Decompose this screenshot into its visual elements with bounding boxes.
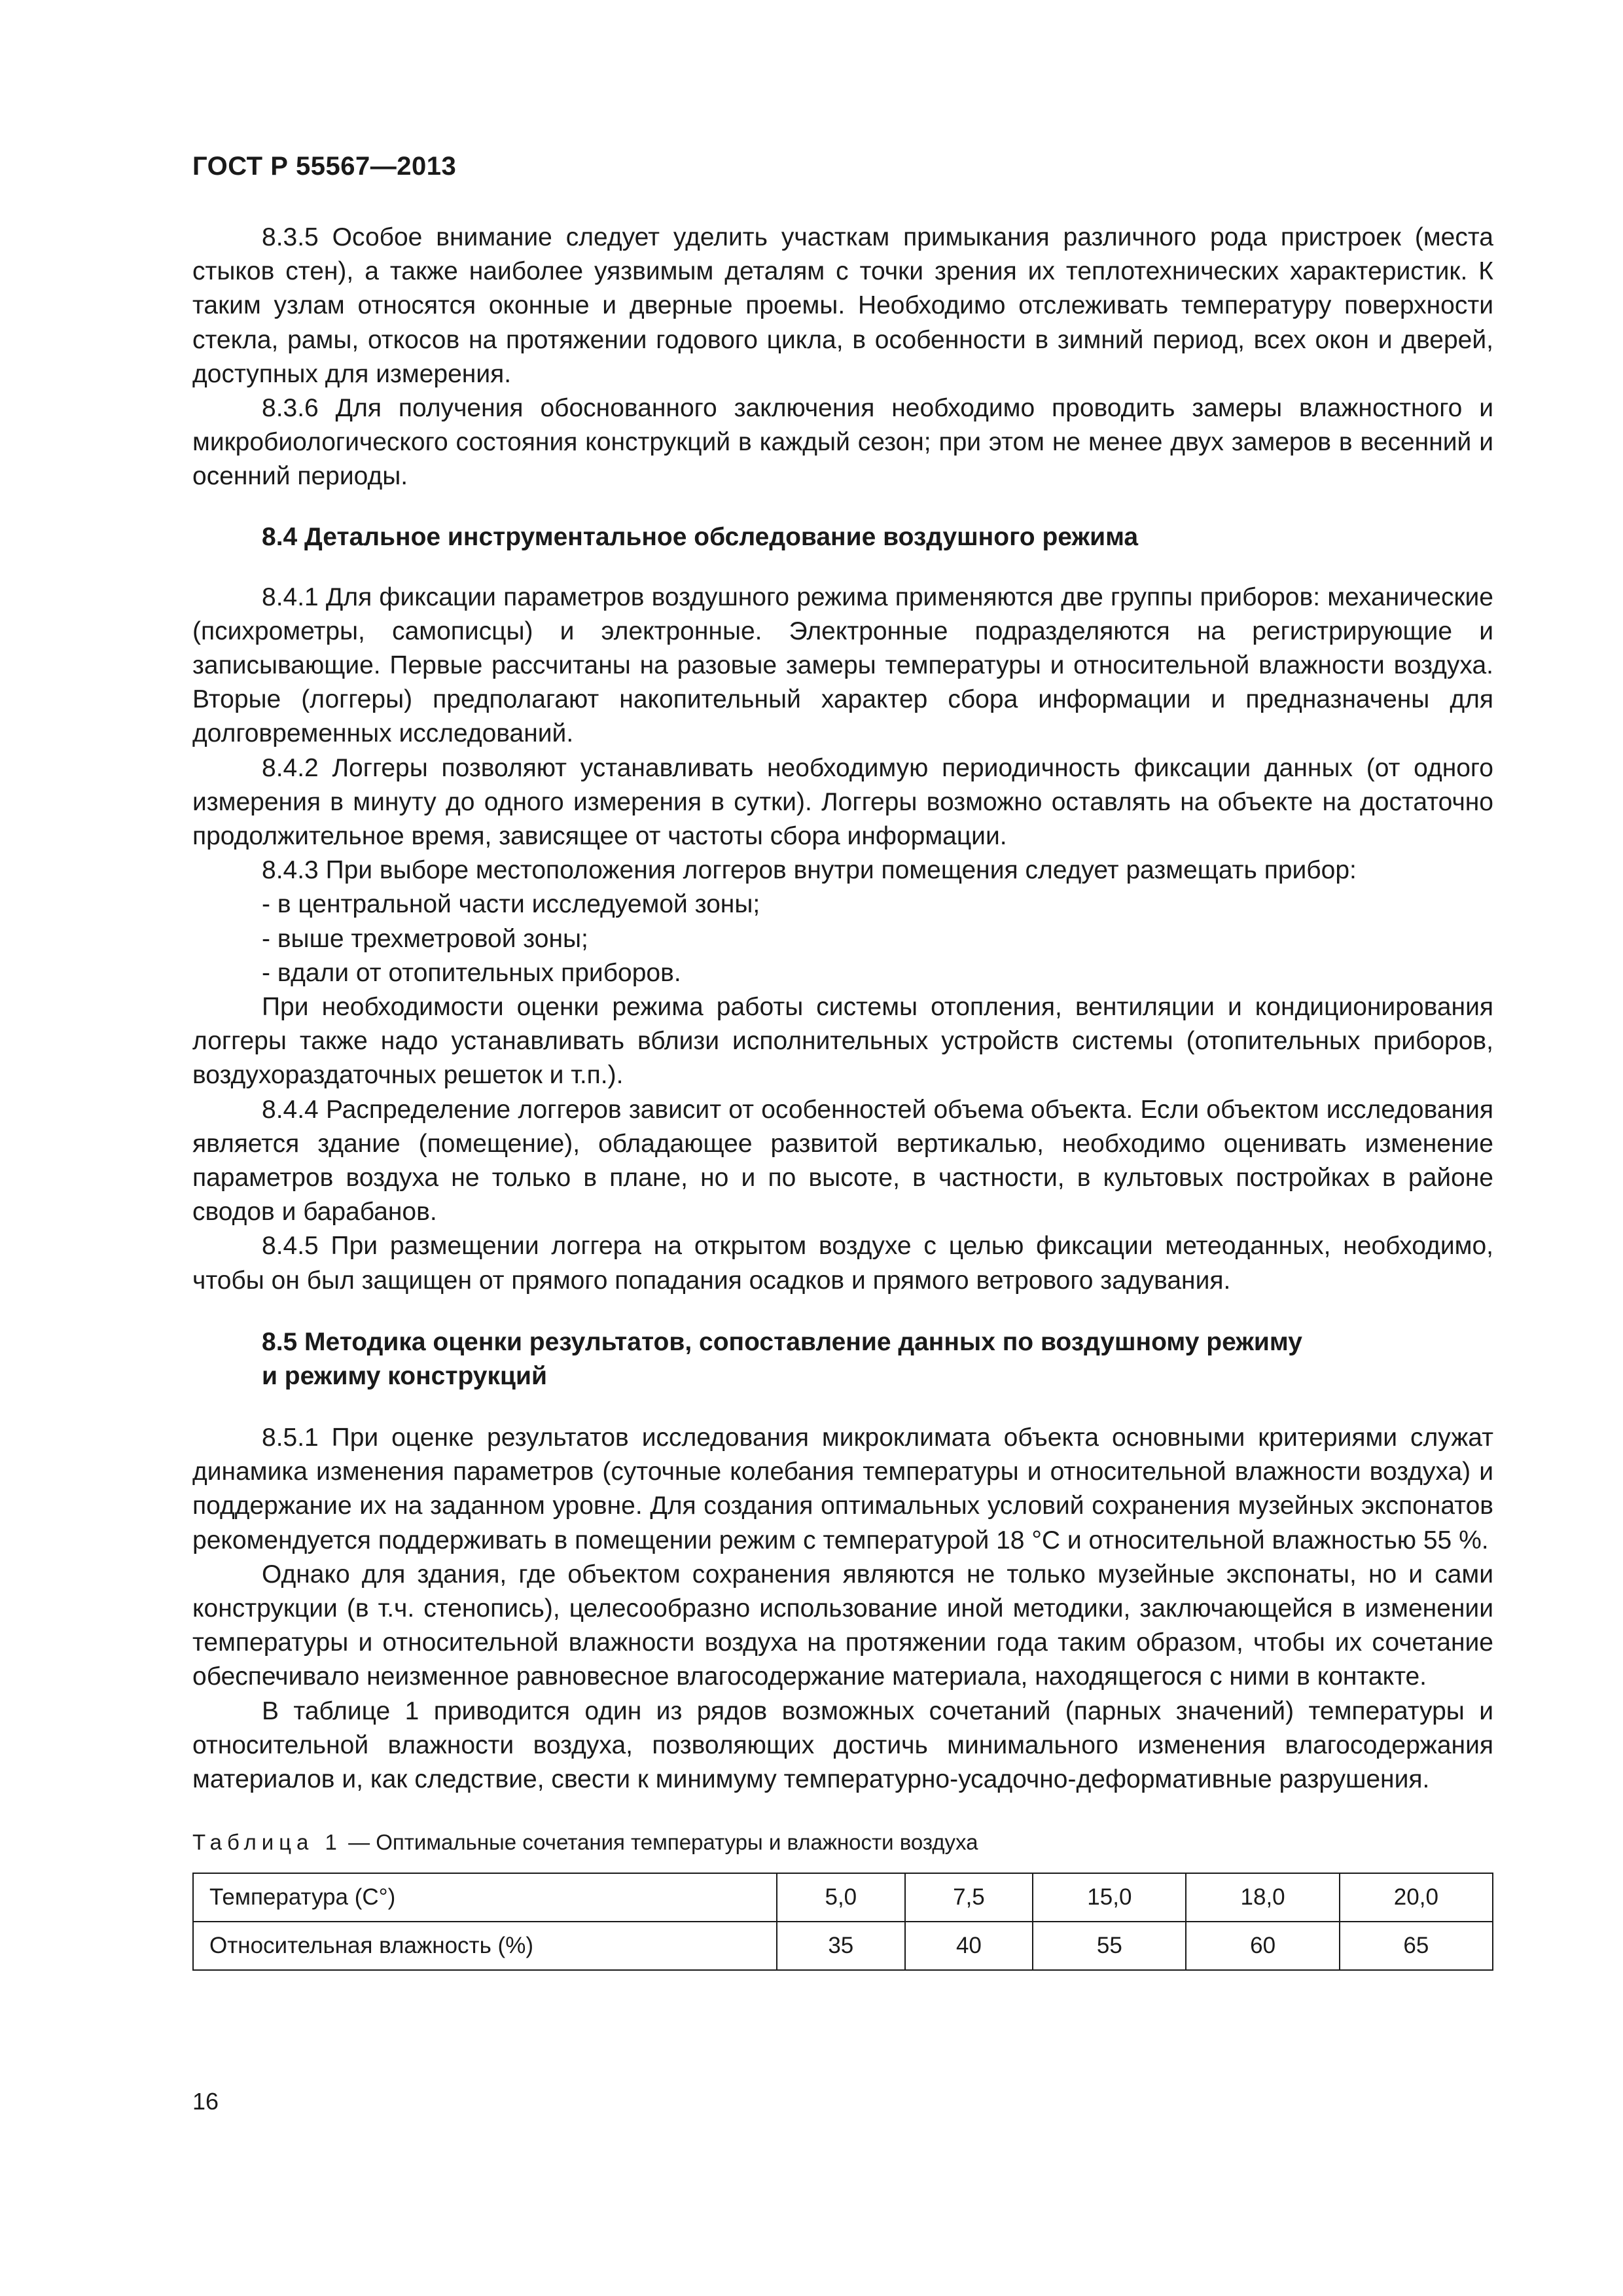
page-number: 16: [192, 2088, 219, 2115]
table-row-label: Температура (С°): [193, 1873, 777, 1922]
list-item: - выше трехметровой зоны;: [262, 924, 588, 953]
table-caption: [192, 1828, 1493, 1857]
table-cell: 55: [1033, 1922, 1186, 1970]
table-cell: 65: [1340, 1922, 1493, 1970]
paragraph-8-3-6: 8.3.6 Для получения обоснованного заключения необходимо проводить замеры влажностного и микробиологического состояния конструкций в каждый сезон; при этом не менее двух замеров в весенний и осенний периоды.: [192, 394, 1493, 491]
table-cell: 5,0: [777, 1873, 905, 1922]
table-row-label: Относительная влажность (%): [193, 1922, 777, 1970]
table-cell: 18,0: [1186, 1873, 1339, 1922]
paragraph-8-4-1: 8.4.1 Для фиксации параметров воздушного режима применяются две группы приборов: механические (психрометры, самописцы) и электронные. Электронные подразделяются на регистрирующие и записывающие. Первые рассчитаны на разовые замеры температуры и относительной влажности воздуха. Вторые (логгеры) предполагают накопительный характер сбора информации и предназначены для долговременных исследований.: [192, 583, 1493, 748]
list-item: - вдали от отопительных приборов.: [262, 958, 681, 987]
section-heading-8-5: [192, 1325, 1493, 1393]
table-cell: 20,0: [1340, 1873, 1493, 1922]
parameters-table: [192, 1873, 1493, 1971]
table-cell: 15,0: [1033, 1873, 1186, 1922]
paragraph-8-4-5: 8.4.5 При размещении логгера на открытом воздухе с целью фиксации метеоданных, необходимо, чтобы он был защищен от прямого попадания осадков и прямого ветрового задувания.: [192, 1232, 1493, 1295]
table-cell: 35: [777, 1922, 905, 1970]
table-cell: 7,5: [905, 1873, 1033, 1922]
table-cell: 40: [905, 1922, 1033, 1970]
paragraph-8-4-4: 8.4.4 Распределение логгеров зависит от особенностей объема объекта. Если объектом исследования является здание (помещение), обладающее развитой вертикалью, необходимо оценивать изменение параметров воздуха не только в плане, но и по высоте, в частности, в культовых постройках в районе сводов и барабанов.: [192, 1095, 1493, 1227]
section-heading-8-4: 8.4 Детальное инструментальное обследование воздушного режима: [262, 522, 1139, 551]
section-heading-8-5-line2: и режиму конструкций: [262, 1361, 547, 1390]
table-cell: 60: [1186, 1922, 1339, 1970]
paragraph-8-5-1-c: В таблице 1 приводится один из рядов возможных сочетаний (парных значений) температуры и относительной влажности воздуха, позволяющих достичь минимального изменения влагосодержания материалов и, как следствие, свести к минимуму температурно-усадочно-деформативные разрушения.: [192, 1696, 1493, 1793]
paragraph-8-5-1: 8.5.1 При оценке результатов исследования микроклимата объекта основными критериями служат динамика изменения параметров (суточные колебания температуры и относительной влажности воздуха) и поддержание их на заданном уровне. Для создания оптимальных условий сохранения музейных экспонатов рекомендуется поддерживать в помещении режим с температурой 18 °С и относительной влажностью 55 %.: [192, 1423, 1493, 1554]
section-heading-8-5-line1: 8.5 Методика оценки результатов, сопоставление данных по воздушному режиму: [262, 1327, 1302, 1356]
paragraph-8-4-2: 8.4.2 Логгеры позволяют устанавливать необходимую периодичность фиксации данных (от одного измерения в минуту до одного измерения в сутки). Логгеры возможно оставлять на объекте на достаточно продолжительное время, зависящее от частоты сбора информации.: [192, 753, 1493, 851]
standard-designation: ГОСТ Р 55567—2013: [192, 152, 457, 181]
list-item: - в центральной части исследуемой зоны;: [262, 890, 760, 919]
paragraph-8-4-3-continued: При необходимости оценки режима работы системы отопления, вентиляции и кондиционирования логгеры также надо устанавливать вблизи исполнительных устройств системы (отопительных приборов, воздухораздаточных решеток и т.п.).: [192, 993, 1493, 1090]
paragraph-8-4-3: 8.4.3 При выборе местоположения логгеров внутри помещения следует размещать прибор:: [262, 856, 1357, 885]
table-row: [193, 1922, 1493, 1970]
table-row: [193, 1873, 1493, 1922]
table-caption-text: — Оптимальные сочетания температуры и влажности воздуха: [342, 1830, 978, 1855]
paragraph-8-5-1-b: Однако для здания, где объектом сохранения являются не только музейные экспонаты, но и сами конструкции (в т.ч. стенопись), целесообразно использование иной методики, заключающейся в изменении температуры и относительной влажности воздуха на протяжении года таким образом, чтобы их сочетание обеспечивало неизменное равновесное влагосодержание материала, находящегося с ними в контакте.: [192, 1560, 1493, 1691]
table-caption-label: Таблица 1: [192, 1830, 342, 1855]
page-body: [192, 221, 1493, 1971]
paragraph-8-3-5: 8.3.5 Особое внимание следует уделить участкам примыкания различного рода пристроек (места стыков стен), а также наиболее уязвимым деталям с точки зрения их теплотехнических характеристик. К таким узлам относятся оконные и дверные проемы. Необходимо отслеживать температуру поверхности стекла, рамы, откосов на протяжении годового цикла, в особенности в зимний период, всех окон и дверей, доступных для измерения.: [192, 223, 1493, 388]
